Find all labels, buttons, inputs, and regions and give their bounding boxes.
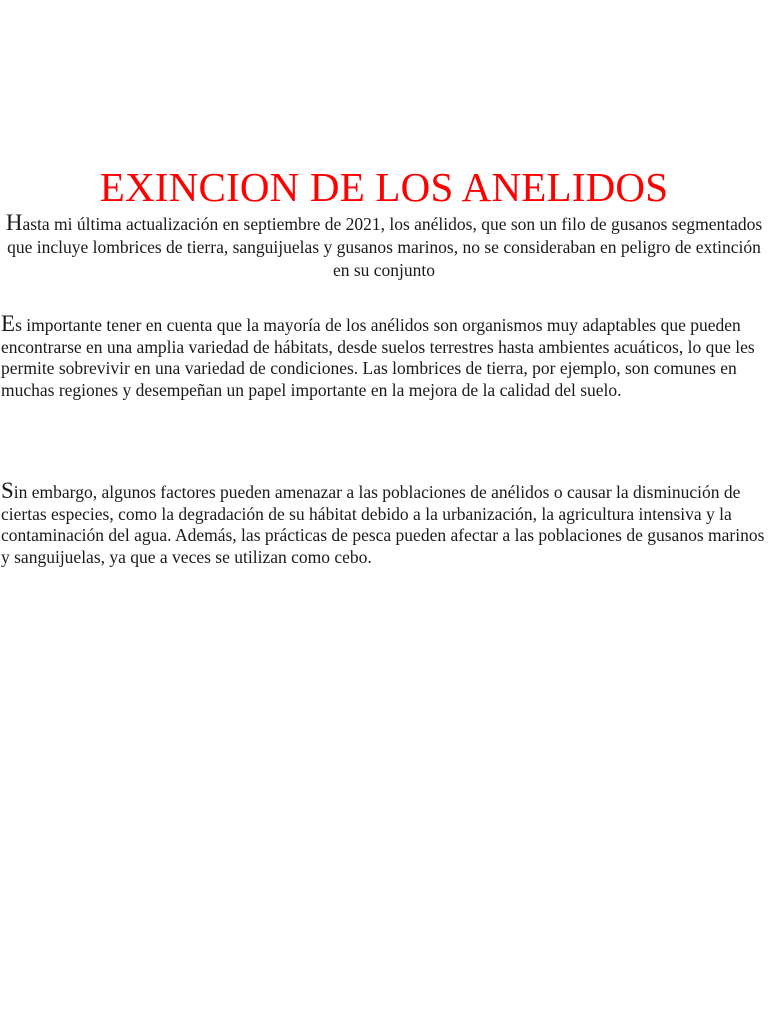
paragraph-2-first-letter: S — [1, 478, 14, 503]
intro-first-letter: H — [5, 210, 23, 235]
paragraph-1-text: s importante tener en cuenta que la mayoría de los anélidos son organismos muy adaptables que pueden encontrarse en una amplia variedad de hábitats, desde suelos terrestres hasta ambientes acuáticos, lo que les permite sobrevivir en una variedad de condiciones. Las lombrices de tierra, por ejemplo, son comunes en muchas regiones y desempeñan un papel importante en la mejora de la calidad del suelo. — [1, 315, 755, 400]
document-title: EXINCION DE LOS ANELIDOS — [99, 164, 669, 210]
intro-text: asta mi última actualización en septiembre de 2021, los anélidos, que son un filo de gusanos segmentados que incluye lombrices de tierra, sanguijuelas y gusanos marinos, no se consideraban en peligro de extinción en su conjunto — [7, 214, 763, 280]
intro-paragraph — [0, 211, 768, 282]
body-paragraph-2 — [1, 480, 767, 568]
paragraph-1-first-letter: E — [1, 311, 16, 336]
paragraph-2-text: in embargo, algunos factores pueden amenazar a las poblaciones de anélidos o causar la disminución de ciertas especies, como la degradación de su hábitat debido a la urbanización, la agricultura intensiva y la contaminación del agua. Además, las prácticas de pesca pueden afectar a las poblaciones de gusanos marinos y sanguijuelas, ya que a veces se utilizan como cebo. — [1, 482, 765, 567]
body-paragraph-1 — [1, 313, 767, 401]
